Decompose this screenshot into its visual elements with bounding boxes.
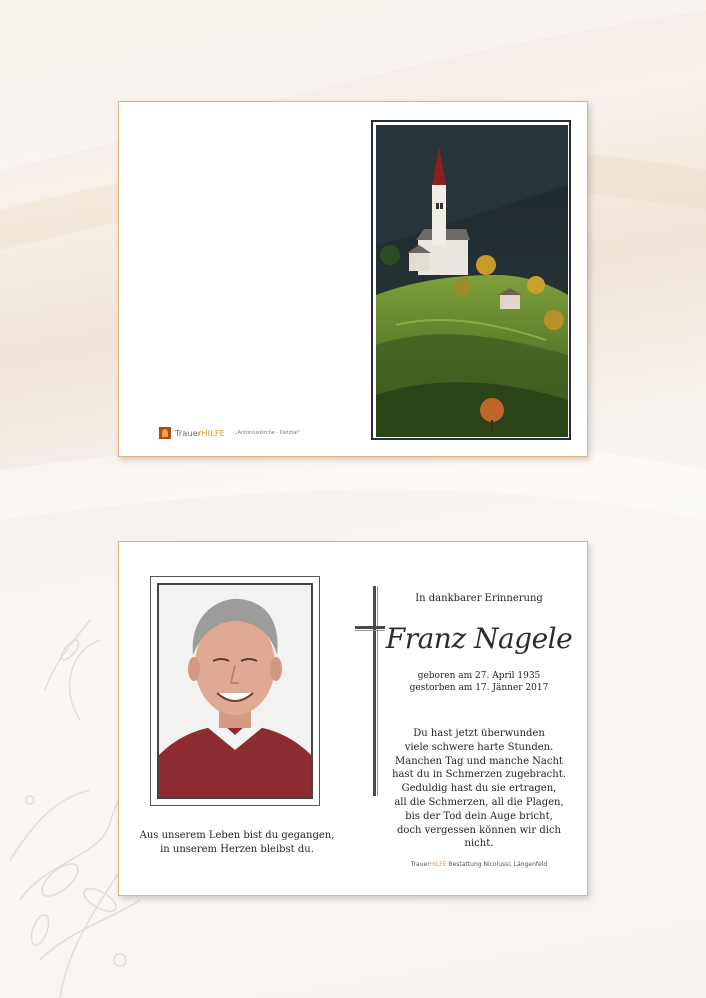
photo-caption: „Antoniuskirche - Oetztal“	[234, 430, 301, 436]
verse-left-line: in unserem Herzen bleibst du.	[160, 844, 314, 855]
card-inside	[118, 541, 588, 896]
brand-prefix: Trauer	[175, 428, 202, 438]
life-dates	[381, 670, 577, 694]
poem-line: doch vergessen können wir dich nicht.	[397, 824, 561, 850]
undertaker-brand-suffix: HILFE	[429, 861, 447, 868]
church-landscape-photo	[376, 125, 568, 437]
poem-line: Manchen Tag und manche Nacht	[395, 755, 563, 767]
card-front	[118, 101, 588, 457]
verse-left	[134, 829, 340, 857]
in-memory-heading: In dankbarer Erinnerung	[415, 593, 543, 604]
poem-line: Geduldig hast du sie ertragen,	[401, 783, 557, 795]
birth-date: geboren am 27. April 1935	[417, 671, 541, 681]
church-photo-frame	[371, 120, 571, 440]
memorial-poem	[381, 727, 577, 851]
portrait-frame	[150, 576, 320, 806]
brand-suffix: HILFE	[201, 428, 225, 438]
poem-line: all die Schmerzen, all die Plagen,	[394, 796, 564, 808]
trauerhilfe-logo-icon	[159, 427, 171, 439]
verse-left-line: Aus unserem Leben bist du gegangen,	[139, 830, 335, 841]
undertaker-brand-prefix: Trauer	[410, 861, 430, 868]
trauerhilfe-brand	[159, 427, 300, 439]
poem-line: Du hast jetzt überwunden	[413, 728, 545, 739]
undertaker-credit	[381, 861, 577, 868]
poem-line: hast du in Schmerzen zugebracht.	[392, 769, 566, 781]
deceased-portrait	[159, 585, 311, 797]
portrait-photo	[157, 583, 313, 799]
death-date: gestorben am 17. Jänner 2017	[409, 683, 549, 693]
undertaker-name: Bestattung Nicolussi, Längenfeld	[448, 861, 548, 868]
poem-line: bis der Tod dein Auge bricht,	[405, 810, 553, 822]
poem-line: viele schwere harte Stunden.	[404, 741, 554, 753]
brand-name	[175, 429, 225, 438]
deceased-name: Franz Nagele	[385, 622, 573, 655]
